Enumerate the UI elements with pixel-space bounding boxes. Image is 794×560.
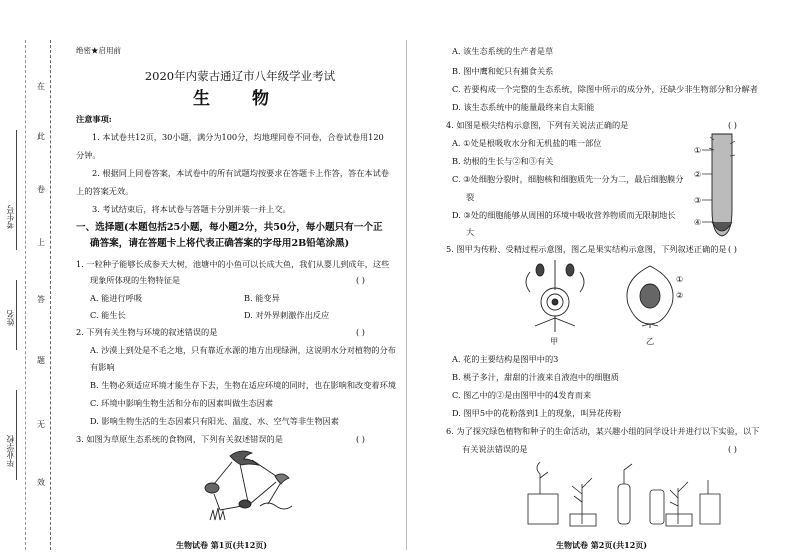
field-underline xyxy=(16,390,17,480)
question-3-stem: 3. 如图为草原生态系统的食物网，下列有关叙述错误的是 xyxy=(76,434,283,444)
answer-paren: ( ) xyxy=(356,275,365,285)
experiment-figure xyxy=(520,454,730,534)
option: C. 环境中影响生物生活和分布的因素叫做生态因素 xyxy=(90,398,274,408)
seal-char: 上 xyxy=(37,238,45,247)
question-6-stem-cont: 有关说法错误的是 xyxy=(462,444,528,454)
eagle-icon xyxy=(230,451,258,465)
option: C. ③处细胞分裂时，细胞核和细胞质先一分为二，最后细胞膜分 xyxy=(452,174,684,184)
option: D. ③处的细胞能够从周围的环境中吸收营养物质而无限制地长 xyxy=(452,210,676,220)
answer-paren: ( ) xyxy=(728,244,737,254)
question-4-stem: 4. 如图是根尖结构示意图，下列有关说法正确的是 xyxy=(446,120,629,130)
answer-paren: ( ) xyxy=(728,120,737,130)
fruit-label: ② xyxy=(676,290,684,300)
seal-char: 答 xyxy=(37,295,45,304)
flower-figure xyxy=(510,256,600,336)
page-footer: 生物试卷 第2页(共12页) xyxy=(556,540,648,550)
option: C. 能生长 xyxy=(90,310,126,320)
option-cont: 裂 xyxy=(466,192,475,202)
option: C. 图乙中的②是由图甲中的4发育而来 xyxy=(452,390,592,400)
answer-paren: ( ) xyxy=(356,327,365,337)
section-heading-cont: 确答案，请在答题卡上将代表正确答案的字母用2B铅笔涂黑) xyxy=(90,238,350,249)
fruit-label: ① xyxy=(676,274,684,284)
question-1-stem-cont: 现象所体现的生物特征是 xyxy=(90,275,181,285)
seal-char: 题 xyxy=(37,356,45,365)
section-heading: 一、选择题(本题包括25小题，每小题2分，共50分，每小题只有一个正 xyxy=(76,222,383,233)
figure-label-yi: 乙 xyxy=(646,336,655,346)
fruit-figure xyxy=(620,260,680,330)
page-footer: 生物试卷 第1页(共12页) xyxy=(176,540,268,550)
option: D. 对外界刺激作出反应 xyxy=(244,310,330,320)
seal-char: 卷 xyxy=(37,185,45,194)
option: D. 图甲5中的花粉落到1上的现象，叫异花传粉 xyxy=(452,408,622,418)
option: A. 花的主要结构是图甲中的3 xyxy=(452,354,559,364)
option: B. 幼根的生长与②和③有关 xyxy=(452,156,554,166)
root-label: ③ xyxy=(694,195,702,205)
field-label-name: 姓名 xyxy=(6,310,15,326)
figure-label-jia: 甲 xyxy=(550,336,559,346)
answer-paren: ( ) xyxy=(356,434,365,444)
root-tip-icon xyxy=(712,134,732,236)
question-2-stem: 2. 下列有关生物与环境的叙述错误的是 xyxy=(76,327,218,337)
field-underline xyxy=(16,130,17,250)
snake-icon xyxy=(260,503,292,509)
option: B. 桃子多汁，甜甜的汁液来自液泡中的细胞质 xyxy=(452,372,619,382)
field-label-exam-number: 考生号 xyxy=(6,205,15,229)
note-line: 分钟。 xyxy=(76,150,101,160)
secret-label: 绝密★启用前 xyxy=(76,46,121,55)
option: C. 若要构成一个完整的生态系统，除图中所示的成分外，还缺少非生物部分和分解者 xyxy=(452,84,758,94)
question-6-stem: 6. 为了探究绿色植物和种子的生命活动，某兴趣小组的同学设计并进行以下实验，以下 xyxy=(446,426,760,436)
test-tube-icon xyxy=(618,484,630,524)
note-line: 3. 考试结束后，将本试卷与答题卡分别并装一并上交。 xyxy=(92,204,291,214)
option: A. 该生态系统的生产者是草 xyxy=(452,46,554,56)
mouse-icon xyxy=(239,500,251,508)
note-line: 2. 根据同上同卷答案，本试卷中的所有试题均按要求在答题卡上作答，答在本试卷 xyxy=(92,168,389,178)
root-label: ② xyxy=(694,169,702,179)
seal-char: 无 xyxy=(37,420,45,429)
note-line: 上的答案无效。 xyxy=(76,186,134,196)
note-line: 1. 本试卷共12页，30小题，满分为100分，均地理同卷不同卷，合卷试卷用120 xyxy=(92,132,384,142)
beaker-icon xyxy=(528,494,558,524)
field-underline xyxy=(16,280,17,350)
answer-paren: ( ) xyxy=(728,444,737,454)
option: A. ①处是根吸收水分和无机盐的唯一部位 xyxy=(452,138,602,148)
option: B. 能变异 xyxy=(244,293,280,303)
page-divider xyxy=(406,40,407,550)
option: D. 影响生物生活的生态因素只有阳光、温度、水、空气等非生物因素 xyxy=(90,416,339,426)
option: B. 生物必须适应环境才能生存下去，生物在适应环境的同时，也在影响和改变着环境 xyxy=(90,380,396,390)
seal-char: 在 xyxy=(37,82,45,91)
option: B. 图中鹰和蛇只有捕食关系 xyxy=(452,66,554,76)
option-cont: 大 xyxy=(466,227,475,237)
exam-title: 2020年内蒙古通辽市八年级学业考试 xyxy=(144,69,336,83)
field-label-school: 毕业学校 xyxy=(6,435,15,467)
option-cont: 有影响 xyxy=(90,362,115,372)
rabbit-icon xyxy=(205,483,219,493)
question-5-stem: 5. 图甲为传粉、受精过程示意图，图乙是果实结构示意图，下列叙述正确的是 xyxy=(446,244,727,254)
seal-char: 效 xyxy=(37,478,45,487)
fox-icon xyxy=(275,474,289,484)
seed-icon xyxy=(640,284,660,308)
root-label: ④ xyxy=(694,217,702,227)
food-web-figure xyxy=(190,446,305,526)
subject-title: 生 物 xyxy=(193,89,287,109)
notes-heading: 注意事项: xyxy=(76,114,112,124)
binding-dashed-line-2 xyxy=(25,40,26,550)
question-1-stem: 1. 一粒种子能够长成参天大树，池塘中的小鱼可以长成大鱼，我们从婴儿到成年，这些 xyxy=(76,259,390,269)
plant-icon xyxy=(572,478,592,524)
option: D. 该生态系统中的能量最终来自太阳能 xyxy=(452,102,595,112)
root-label: ① xyxy=(694,145,702,155)
option: A. 沙漠上到处是不毛之地，只有靠近水源的地方出现绿洲，这说明水分对植物的分布 xyxy=(90,345,396,355)
seal-char: 此 xyxy=(37,132,45,141)
binding-dashed-line xyxy=(50,40,51,550)
option: A. 能进行呼吸 xyxy=(90,293,143,303)
